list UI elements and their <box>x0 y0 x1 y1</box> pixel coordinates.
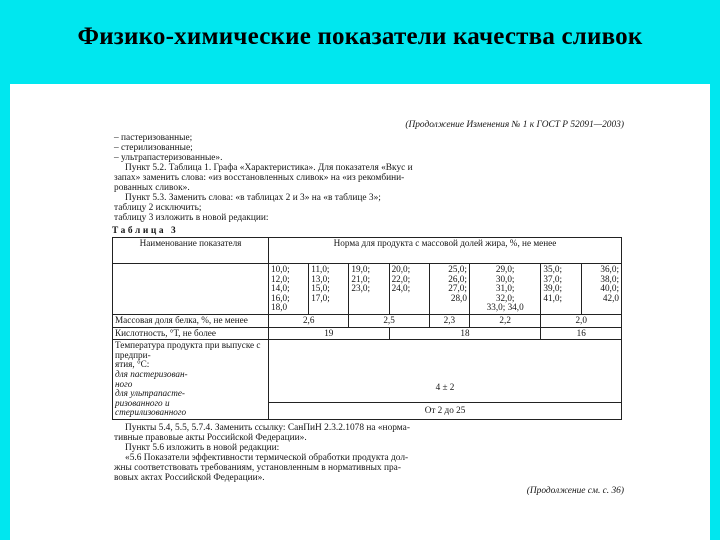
temperature-label-line: ного <box>115 378 133 389</box>
fat-row-label <box>113 264 269 315</box>
fat-group-5 <box>429 264 469 315</box>
intro-line: рованных сливок». <box>114 183 190 193</box>
intro-text <box>112 133 624 223</box>
fat-value: 14,0; <box>271 283 290 294</box>
acidity-label: Кислотность, °Т, не более <box>113 327 269 340</box>
intro-line: Пункт 5.3. Заменить слова: «в таблицах 2 и 3» на «в таблице 3»; <box>125 193 381 203</box>
fat-value: 28,0 <box>450 292 467 303</box>
temperature-label-line: Температура продукта при выпуске с предпри- <box>115 340 261 360</box>
fat-value: 25,0; <box>448 264 467 274</box>
temperature-pasteurized: 4 ± 2 <box>435 381 455 392</box>
fat-value: 22,0; <box>391 273 411 284</box>
protein-value: 2,0 <box>541 314 622 327</box>
fat-value: 11,0; <box>311 264 330 274</box>
after-line: тивные правовые акты Российской Федерации». <box>114 432 307 443</box>
continuation-footer: (Продолжение см. с. 36) <box>526 485 624 496</box>
protein-row <box>113 314 622 327</box>
fat-group-7 <box>541 264 581 315</box>
after-line: Пункты 5.4, 5.5, 5.7.4. Заменить ссылку: СанПиН 2.3.2.1078 на «норма- <box>125 422 410 433</box>
fat-value: 32,0; <box>495 292 515 303</box>
temperature-label-line: ризованного и <box>115 397 170 408</box>
table-header-row <box>113 238 622 264</box>
frame-right-border <box>710 84 720 540</box>
after-line: жны соответствовать требованиям, установленным в нормативных пра- <box>114 462 401 473</box>
acidity-value: 19 <box>269 327 390 340</box>
slide-title-bar <box>0 0 720 84</box>
column-header-name: Наименование показателя <box>113 238 269 264</box>
intro-line: – стерилизованные; <box>114 143 193 153</box>
after-line: Пункт 5.6 изложить в новой редакции: <box>125 442 280 453</box>
fat-value: 36,0; <box>600 264 619 274</box>
fat-value: 15,0; <box>311 283 330 294</box>
fat-value: 19,0; <box>351 264 371 274</box>
table-caption: Таблица 3 <box>112 226 179 236</box>
intro-line: – пастеризованные; <box>114 133 193 143</box>
fat-value: 35,0; <box>543 264 563 274</box>
fat-group-2 <box>309 264 349 315</box>
amendment-text <box>112 423 624 483</box>
temperature-sterilized: От 2 до 25 <box>269 402 621 419</box>
column-header-norm: Норма для продукта с массовой долей жира, %, не менее <box>269 238 622 264</box>
temperature-label-line: ятия, °С: <box>115 359 150 370</box>
fat-value: 41,0; <box>543 292 563 303</box>
temperature-label-line: для пастеризован- <box>115 368 188 379</box>
fat-value: 20,0; <box>391 264 411 274</box>
fat-value: 40,0; <box>600 283 619 294</box>
intro-line: – ультрапастеризованные». <box>114 153 223 163</box>
continuation-header: (Продолжение Изменения № 1 к ГОСТ Р 52091—2003) <box>405 120 624 130</box>
fat-value: 16,0; <box>271 292 290 303</box>
protein-value: 2,6 <box>269 314 349 327</box>
fat-group-6 <box>469 264 540 315</box>
intro-line: запах» заменить слова: «из восстановленных сливок» на «из рекомбини- <box>114 173 405 183</box>
fat-value: 21,0; <box>351 273 371 284</box>
after-line: вовых актах Российской Федерации». <box>114 472 265 483</box>
protein-label: Массовая доля белка, %, не менее <box>113 314 269 327</box>
protein-value: 2,2 <box>469 314 540 327</box>
intro-line: таблицу 3 изложить в новой редакции: <box>114 213 269 223</box>
temperature-values <box>269 340 622 420</box>
fat-group-3 <box>349 264 389 315</box>
temperature-label-line: для ультрапасте- <box>115 388 185 399</box>
fat-value: 12,0; <box>271 273 290 284</box>
fat-group-1 <box>269 264 309 315</box>
protein-value: 2,5 <box>349 314 429 327</box>
fat-value: 27,0; <box>448 283 467 294</box>
fat-value: 31,0; <box>495 283 515 294</box>
intro-line: Пункт 5.2. Таблица 1. Графа «Характеристика». Для показателя «Вкус и <box>125 163 413 173</box>
after-line: «5.6 Показатели эффективности термической обработки продукта дол- <box>125 452 409 463</box>
acidity-value: 16 <box>541 327 622 340</box>
intro-line: таблицу 2 исключить; <box>114 203 202 213</box>
fat-content-row <box>113 264 622 315</box>
temperature-row <box>113 340 622 420</box>
fat-value: 17,0; <box>311 292 330 303</box>
fat-value: 18,0 <box>271 302 288 313</box>
norms-table <box>112 237 622 420</box>
fat-value: 13,0; <box>311 273 330 284</box>
fat-value: 42,0 <box>602 292 619 303</box>
scanned-document <box>112 120 624 495</box>
fat-value: 26,0; <box>448 273 467 284</box>
fat-value: 39,0; <box>543 283 563 294</box>
fat-value: 38,0; <box>600 273 619 284</box>
fat-value: 30,0; <box>495 273 515 284</box>
temperature-label-line: стерилизованного <box>115 407 187 418</box>
protein-value: 2,3 <box>429 314 469 327</box>
fat-value: 24,0; <box>391 283 411 294</box>
temperature-label <box>113 340 269 420</box>
acidity-row <box>113 327 622 340</box>
fat-value: 29,0; <box>495 264 515 274</box>
slide-title: Физико-химические показатели качества сливок <box>77 23 643 50</box>
acidity-value: 18 <box>389 327 541 340</box>
fat-value: 33,0; 34,0 <box>486 302 524 313</box>
fat-value: 37,0; <box>543 273 563 284</box>
fat-value: 23,0; <box>351 283 371 294</box>
fat-group-4 <box>389 264 429 315</box>
frame-left-border <box>0 84 10 540</box>
fat-value: 10,0; <box>271 264 290 274</box>
fat-group-8 <box>581 264 621 315</box>
